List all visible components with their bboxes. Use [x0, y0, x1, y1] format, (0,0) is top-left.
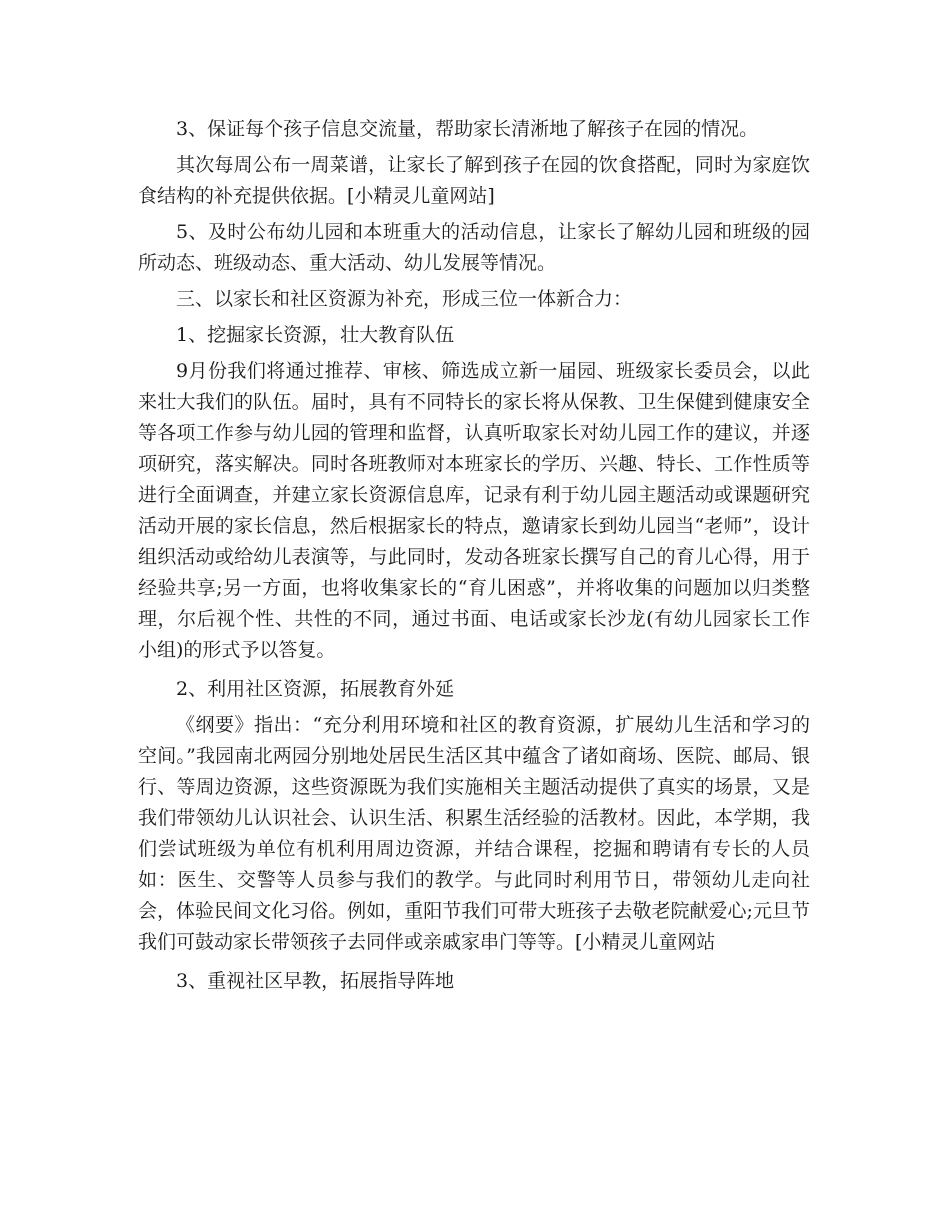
section-heading-three: 三、以家长和社区资源为补充，形成三位一体新合力： — [176, 288, 633, 310]
paragraph-weekly-menu: 其次每周公布一周菜谱，让家长了解到孩子在园的饮食搭配，同时为家庭饮食结构的补充提供依据。[小精灵儿童网站] — [138, 154, 810, 207]
subheading-early-education: 3、重视社区早教，拓展指导阵地 — [176, 970, 455, 992]
paragraph-guidelines: 《纲要》指出：“充分利用环境和社区的教育资源，扩展幼儿生活和学习的空间。”我园南北两园分别地处居民生活区其中蕴含了诸如商场、医院、邮局、银行、等周边资源，这些资源既为我们实施相关主题活动提供了真实的场景，又是我们带领幼儿认识社会、认识生活、积累生活经验的活教材。因此，本学期，我们尝试班级为单位有机利用周边资源，并结合课程，挖掘和聘请有专长的人员如：医生、交警等人员参与我们的教学。与此同时利用节日，带领幼儿走向社会，体验民间文化习俗。例如，重阳节我们可带大班孩子去敬老院献爱心;元旦节我们可鼓动家长带领孩子去同伴或亲戚家串门等等。[小精灵儿童网站 — [138, 714, 810, 953]
document-body — [138, 114, 810, 997]
paragraph-info-exchange: 3、保证每个孩子信息交流量，帮助家长清淅地了解孩子在园的情况。 — [176, 118, 759, 140]
subheading-community-resources: 2、利用社区资源，拓展教育外延 — [176, 678, 455, 700]
subheading-parent-resources: 1、挖掘家长资源，壮大教育队伍 — [176, 324, 455, 346]
paragraph-activity-info: 5、及时公布幼儿园和本班重大的活动信息，让家长了解幼儿园和班级的园所动态、班级动态、重大活动、幼儿发展等情况。 — [138, 221, 810, 274]
paragraph-parent-committee: 9月份我们将通过推荐、审核、筛选成立新一届园、班级家长委员会，以此来壮大我们的队伍。届时，具有不同特长的家长将从保教、卫生保健到健康安全等各项工作参与幼儿园的管理和监督，认真听取家长对幼儿园工作的建议，并逐项研究，落实解决。同时各班教师对本班家长的学历、兴趣、特长、工作性质等进行全面调查，并建立家长资源信息库，记录有利于幼儿园主题活动或课题研究活动开展的家长信息，然后根据家长的特点，邀请家长到幼儿园当“老师”，设计组织活动或给幼儿表演等，与此同时，发动各班家长撰写自己的育儿心得，用于经验共享;另一方面，也将收集家长的“育儿困惑”，并将收集的问题加以归类整理，尔后视个性、共性的不同，通过书面、电话或家长沙龙(有幼儿园家长工作小组)的形式予以答复。 — [138, 360, 810, 661]
